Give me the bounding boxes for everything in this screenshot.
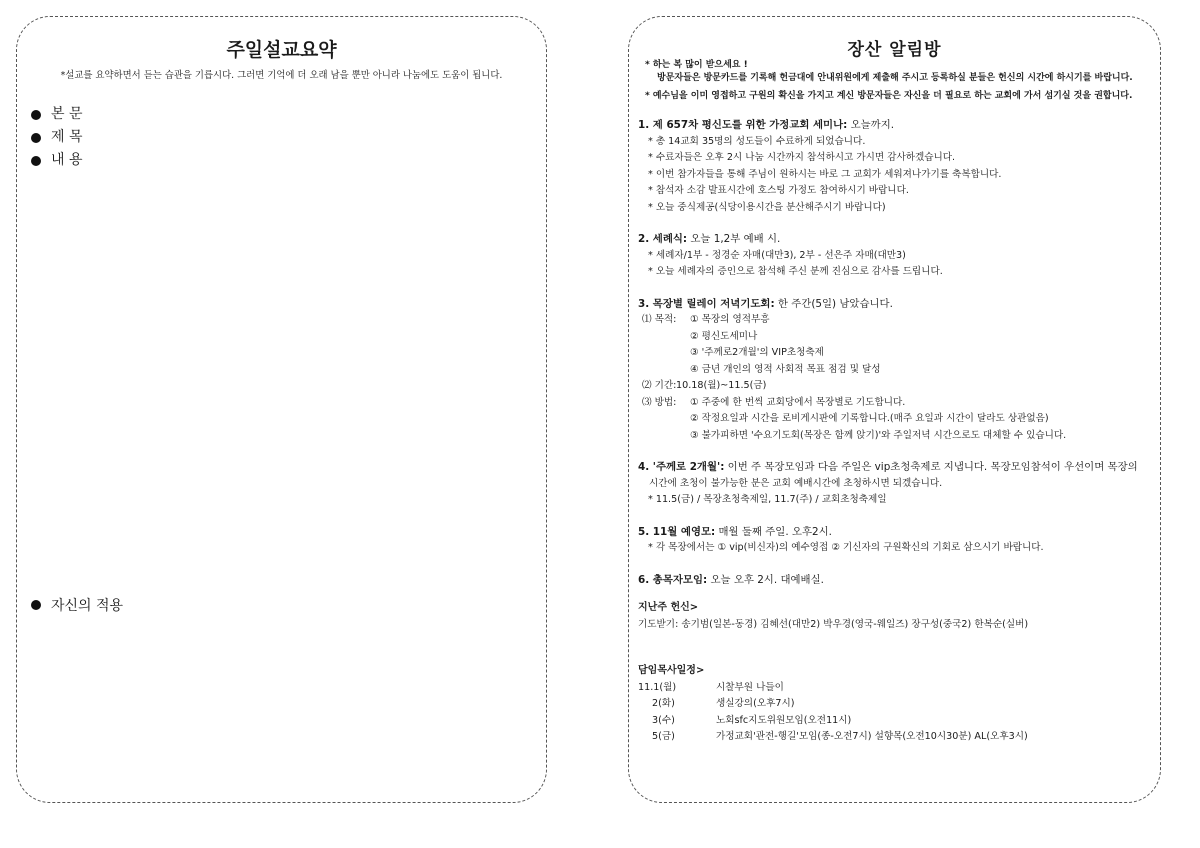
sermon-summary-note: *설교를 요약하면서 듣는 습관을 기릅시다. 그러면 기억에 더 오래 남을 뿐만 아니라 나눔에도 도움이 됩니다.: [60, 70, 503, 81]
sermon-summary-title: 주일설교요약: [226, 39, 337, 61]
announcements-panel: [628, 16, 1161, 803]
schedule-row: 5(금) 가정교회'관전-행길'모임(종-오전7시) 설향목(오전10시30분) AL(오후3시): [652, 731, 1028, 742]
last-week-text: 기도받기: 송기범(일본-동경) 김혜선(대만2) 박우경(영국-웨일즈) 장구성(중국2) 한복순(실버): [638, 618, 1029, 630]
schedule-row: 11.1(월) 시찰부원 나들이: [638, 681, 784, 693]
field-content: 내 용: [31, 149, 83, 172]
schedule-row: 3(수) 노회sfc지도위원모임(오전11시): [652, 714, 852, 726]
announcement-baptism: 2. 세례식: 오늘 1,2부 예배 시. * 세례자/1부 - 정경순 자매(대만3), 2부 - 선은주 자매(대만3) * 오늘 세례자의 증인으로 참석해 주신 분께 진심으로 감사를 드립니다.: [638, 233, 943, 277]
announcement-list: [638, 117, 1153, 746]
sermon-fields: [31, 103, 83, 172]
announcement-seminar: 1. 제 657차 평신도를 위한 가정교회 세미나: 오늘까지. * 총 14교회 35명의 성도들이 수료하게 되었습니다. * 수료자들은 오후 2시 나눔 시간까지 참석하시고 가시면 감사하겠습니다. * 이번 참가자들을 통해 주님이 원하시는 바로 그 교회가 세워져나가기를 축복합니다. * 참석자 소감 발표시간에 호스팅 가정도 참여하시기 바랍니다. * 오늘 중식제공(식당이용시간을 분산해주시기 바랍니다): [638, 119, 1002, 213]
announcement-two-months: 4. '주께로 2개월': 이번 주 목장모임과 다음 주일은 vip초청축제로 지냅니다. 목장모임참석이 우선이며 목장의 시간에 초청이 불가능한 분은 교회 예배시간에 초청하시면 되겠습니다. * 11.5(금) / 목장초청축제일, 11.7(주) / 교회초청축제일: [638, 461, 1138, 505]
bullet-icon: [31, 133, 41, 143]
schedule-heading: 담임목사일정>: [638, 665, 705, 676]
believer-notice: * 예수님을 이미 영접하고 구원의 확신을 가지고 계신 방문자들은 자신을 더 필요로 하는 교회에 가서 섬기실 것을 권합니다.: [645, 91, 1133, 101]
announcement-shepherds-meeting: 6. 총목자모임: 오늘 오후 2시. 대예배실.: [638, 573, 824, 586]
bullet-icon: [31, 156, 41, 166]
announcement-november-meeting: 5. 11월 예영모: 매월 둘째 주일. 오후2시. * 각 목장에서는 ① vip(비신자)의 예수영접 ② 기신자의 구원확신의 기회로 삼으시기 바랍니다.: [638, 525, 1044, 553]
announcements-title: 장산 알림방: [847, 40, 942, 60]
field-title: 제 목: [31, 126, 83, 149]
bullet-icon: [31, 600, 41, 610]
field-scripture: 본 문: [31, 103, 83, 126]
schedule-row: 2(화) 생실강의(오후7시): [652, 698, 795, 709]
bullet-icon: [31, 110, 41, 120]
visitor-notice: * 하는 복 많이 받으세요 ! 방문자들은 방문카드를 기록해 헌금대에 안내위원에게 제출해 주시고 등록하실 분들은 헌신의 시간에 하시기를 바랍니다.: [645, 60, 1133, 83]
field-application: 자신의 적용: [31, 595, 123, 615]
last-week-heading: 지난주 헌신>: [638, 602, 699, 613]
announcement-prayer-relay: 3. 목장별 릴레이 저녁기도회: 한 주간(5일) 남았습니다. ⑴ 목적: ① 목장의 영적부흥 ② 평신도세미나 ③ '주께로2개월'의 VIP초청축제 ④ 금년 개인의 영적 사회적 목표 점검 및 달성 ⑵ 기간: 10.18(월)~11.5(금) ⑶ 방법: ① 주중에 한 번씩 교회당에서 목장별로 기도합니다. ② 작정요일과 시간을 로비게시판에 기록합니다.(매주 요일과 시간이 달라도 상관없음) ③ 불가피하면 '수요기도회(목장은 함께 앉기)'와 주일저녁 시간으로도 대체할 수 있습니다.: [638, 297, 1067, 441]
sermon-summary-panel: [16, 16, 547, 803]
